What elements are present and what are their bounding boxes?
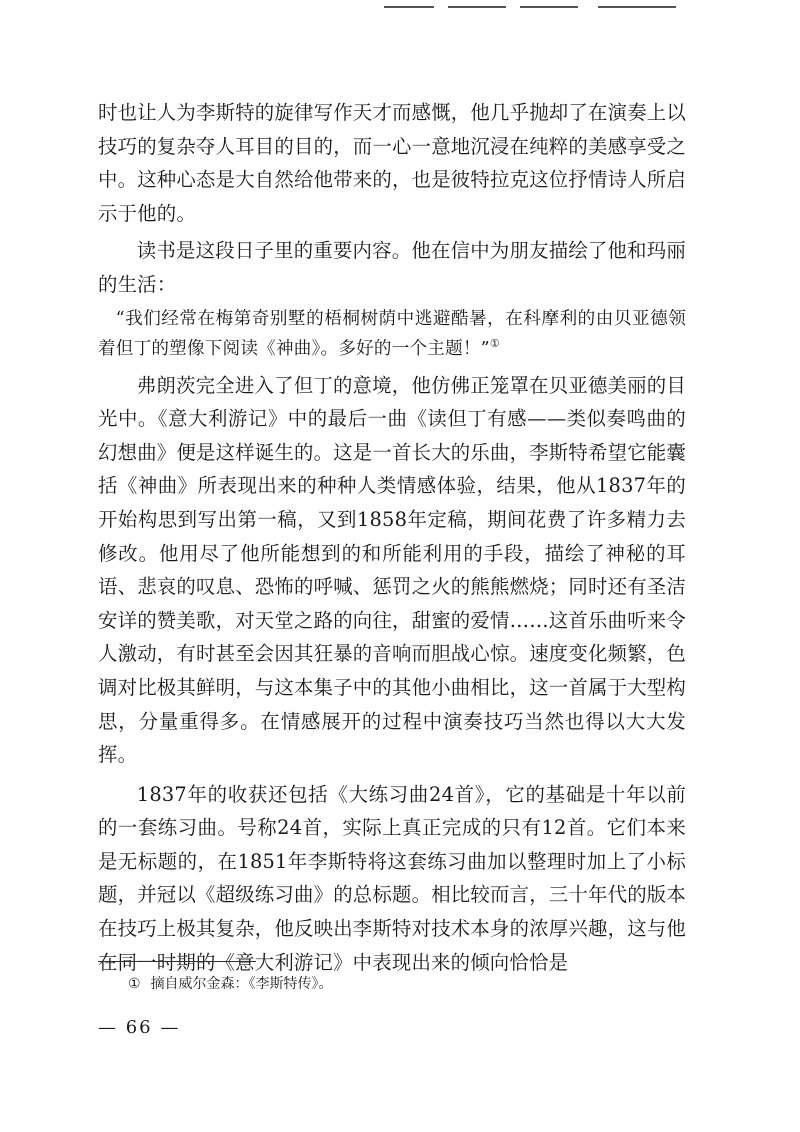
- page-number: — 66 —: [98, 1017, 181, 1038]
- paragraph-2: 读书是这段日子里的重要内容。他在信中为朋友描绘了他和玛丽的生活：: [98, 239, 686, 296]
- block-quote-text: “我们经常在梅第奇别墅的梧桐树荫中逃避酷暑，在科摩利的由贝亚德领着但丁的塑像下阅读《神曲》。多好的一个主题！”: [98, 308, 686, 360]
- footnote-text: 摘自威尔金森：《李斯特传》。: [150, 976, 333, 992]
- paragraph-3: 弗朗茨完全进入了但丁的意境，他仿佛正笼罩在贝亚德美丽的目光中。《意大利游记》中的最后一曲《读但丁有感——类似奏鸣曲的幻想曲》便是这样诞生的。这是一首长大的乐曲，李斯特希望它能囊括《神曲》所表现出来的种种人类情感体验，结果，他从1837年的开始构思到写出第一稿，又到1858年定稿，期间花费了许多精力去修改。他用尽了他所能想到的和所能利用的手段，描绘了神秘的耳语、悲哀的叹息、恐怖的呼喊、惩罚之火的熊熊燃烧；同时还有圣洁安详的赞美歌，对天堂之路的向往，甜蜜的爱情……这首乐曲听来令人激动，有时甚至会因其狂暴的音响而胆战心惊。速度变化频繁，色调对比极其鲜明，与这本集子中的其他小曲相比，这一首属于大型构思，分量重得多。在情感展开的过程中演奏技巧当然也得以大大发挥。: [98, 373, 686, 767]
- footnote-divider: [98, 961, 256, 962]
- footnote: [128, 974, 333, 994]
- block-quote: [98, 304, 686, 365]
- footnote-reference: ①: [489, 337, 500, 351]
- paragraph-4: 1837年的收获还包括《大练习曲24首》，它的基础是十年以前的一套练习曲。号称24首，实际上真正完成的只有12首。它们本来是无标题的，在1851年李斯特将这套练习曲加以整理时加上了小标题，并冠以《超级练习曲》的总标题。相比较而言，三十年代的版本在技巧上极其复杂，他反映出李斯特对技术本身的浓厚兴趣，这与他在同一时期的《意大利游记》中表现出来的倾向恰恰是: [98, 782, 686, 974]
- paragraph-1: 时也让人为李斯特的旋律写作天才而感慨，他几乎抛却了在演奏上以技巧的复杂夺人耳目的目的，而一心一意地沉浸在纯粹的美感享受之中。这种心态是大自然给他带来的，也是彼特拉克这位抒情诗人所启示于他的。: [98, 101, 686, 225]
- footnote-mark: ①: [128, 976, 141, 992]
- page-body: [98, 96, 686, 979]
- scan-edge-marks: [0, 6, 800, 10]
